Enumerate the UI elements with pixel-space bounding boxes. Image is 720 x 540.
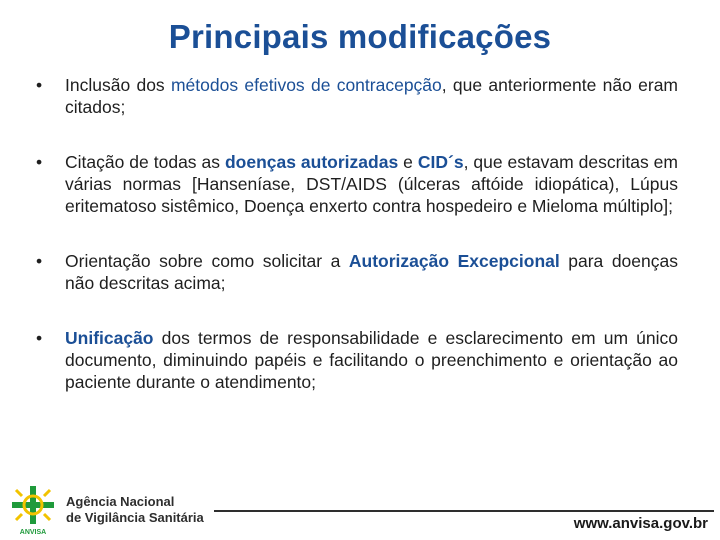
agency-line-2: de Vigilância Sanitária — [66, 510, 204, 525]
footer — [0, 480, 720, 540]
footer-divider — [214, 510, 714, 512]
bullet-item — [36, 250, 678, 294]
bullet-highlight: Unificação — [65, 328, 154, 348]
bullet-highlight: métodos efetivos de contracepção — [170, 75, 442, 95]
bullet-highlight: doenças autorizadas — [224, 152, 399, 172]
bullet-dot: • — [36, 251, 43, 271]
bullet-dot: • — [36, 328, 43, 348]
bullet-item — [36, 327, 678, 393]
slide-title: Principais modificações — [168, 18, 552, 55]
bullet-text: e — [398, 152, 418, 172]
bullet-list — [36, 74, 678, 393]
bullet-text: Orientação sobre como solicitar a — [65, 251, 349, 271]
bullet-text: Inclusão dos — [65, 75, 171, 95]
bullet-text: Citação de todas as — [65, 152, 225, 172]
bullet-dot: • — [36, 75, 43, 95]
bullet-text: dos termos de responsabilidade e esclarecimento em um único documento, diminuindo papéis e facilitando o preenchimento e orientação ao paciente durante o atendimento; — [65, 328, 678, 392]
bullet-text: , que estavam descritas em várias normas [Hanseníase, DST/AIDS (úlceras aftóide idiopática), Lúpus eritematoso sistêmico, Doença enxerto contra hospedeiro e Mieloma múltiplo]; — [65, 152, 678, 216]
bullet-dot: • — [36, 152, 43, 172]
logo-text: ANVISA — [19, 529, 47, 536]
agency-line-1: Agência Nacional — [66, 494, 175, 509]
bullet-text: para doenças não descritas acima; — [65, 251, 678, 293]
anvisa-logo-icon — [8, 484, 58, 536]
bullet-highlight: CID´s — [417, 152, 464, 172]
bullet-item — [36, 151, 678, 217]
bullet-highlight: Autorização Excepcional — [348, 251, 560, 271]
bullet-item — [36, 74, 678, 118]
agency-name — [66, 494, 204, 526]
website-url: www.anvisa.gov.br — [573, 515, 708, 532]
bullet-text: , que anteriormente não eram citados; — [65, 75, 678, 117]
